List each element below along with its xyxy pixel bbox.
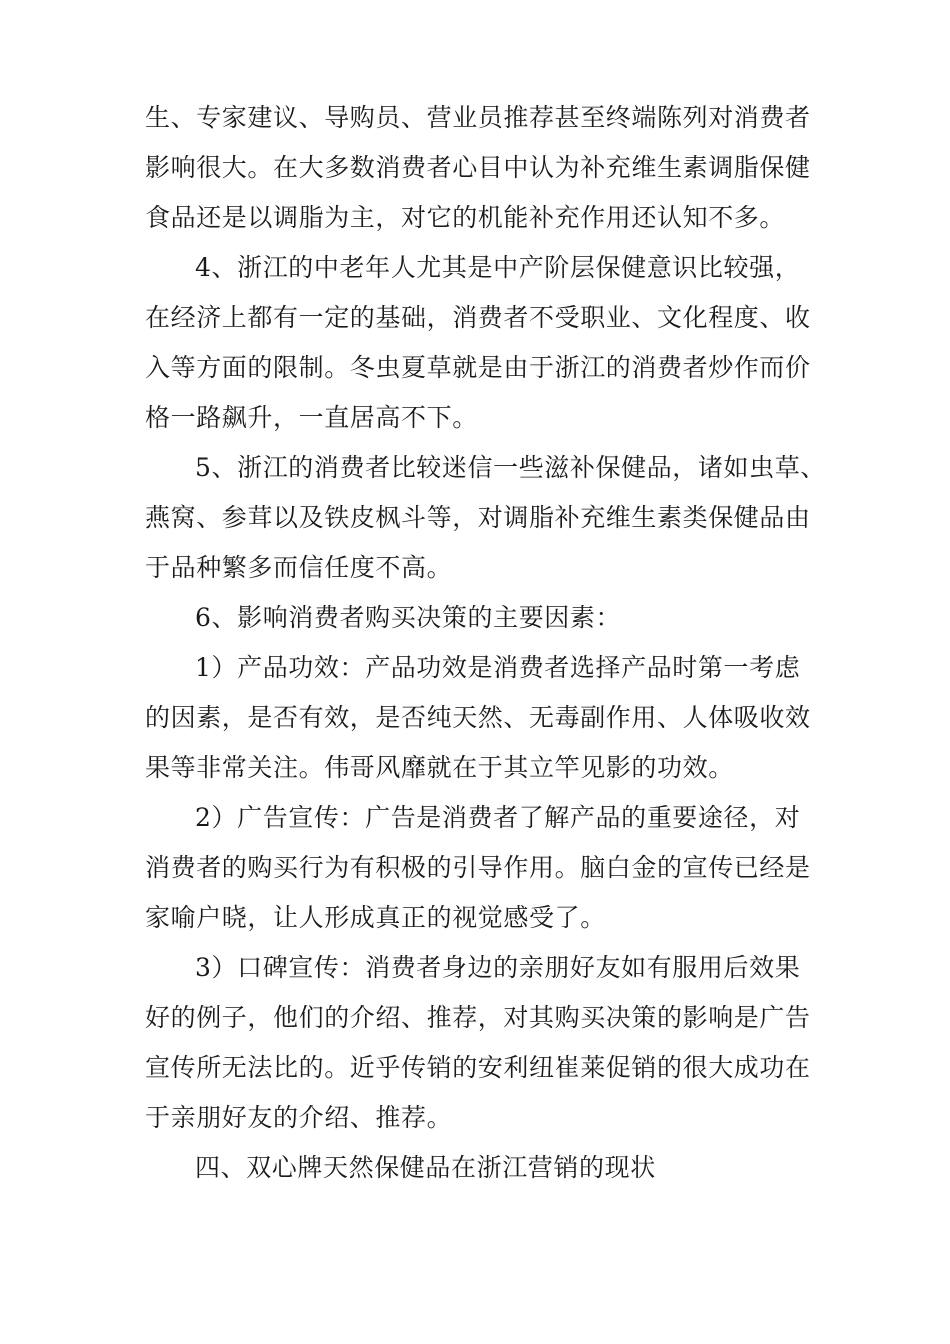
section-heading: 四、双心牌天然保健品在浙江营销的现状 <box>195 1153 656 1182</box>
text-line: 影响很大。在大多数消费者心目中认为补充维生素调脂保健 <box>145 153 811 182</box>
text-line: 在经济上都有一定的基础，消费者不受职业、文化程度、收 <box>145 303 811 332</box>
paragraph-6-heading: 6、影响消费者购买决策的主要因素： <box>195 603 622 632</box>
text-line: 格一路飙升，一直居高不下。 <box>145 403 478 432</box>
text-line: 家喻户晓，让人形成真正的视觉感受了。 <box>145 903 606 932</box>
text-line: 好的例子，他们的介绍、推荐，对其购买决策的影响是广告 <box>145 1003 811 1032</box>
text-line: 消费者的购买行为有积极的引导作用。脑白金的宣传已经是 <box>145 853 811 882</box>
text-line: 燕窝、参茸以及铁皮枫斗等，对调脂补充维生素类保健品由 <box>145 503 811 532</box>
text-line: 果等非常关注。伟哥风靡就在于其立竿见影的功效。 <box>145 753 734 782</box>
paragraph-4-first-line: 4、浙江的中老年人尤其是中产阶层保健意识比较强， <box>195 253 801 282</box>
factor-2-first-line: 2）广告宣传：广告是消费者了解产品的重要途径，对 <box>195 803 801 832</box>
text-line: 入等方面的限制。冬虫夏草就是由于浙江的消费者炒作而价 <box>145 353 811 382</box>
factor-1-first-line: 1）产品功效：产品功效是消费者选择产品时第一考虑 <box>195 653 801 682</box>
text-line: 于亲朋好友的介绍、推荐。 <box>145 1103 453 1132</box>
text-line: 食品还是以调脂为主，对它的机能补充作用还认知不多。 <box>145 203 786 232</box>
text-line: 的因素，是否有效，是否纯天然、无毒副作用、人体吸收效 <box>145 703 811 732</box>
text-line: 生、专家建议、导购员、营业员推荐甚至终端陈列对消费者 <box>145 103 811 132</box>
paragraph-5-first-line: 5、浙江的消费者比较迷信一些滋补保健品，诸如虫草、 <box>195 453 826 482</box>
factor-3-first-line: 3）口碑宣传：消费者身边的亲朋好友如有服用后效果 <box>195 953 801 982</box>
text-line: 于品种繁多而信任度不高。 <box>145 553 453 582</box>
text-line: 宣传所无法比的。近乎传销的安利纽崔莱促销的很大成功在 <box>145 1053 811 1082</box>
